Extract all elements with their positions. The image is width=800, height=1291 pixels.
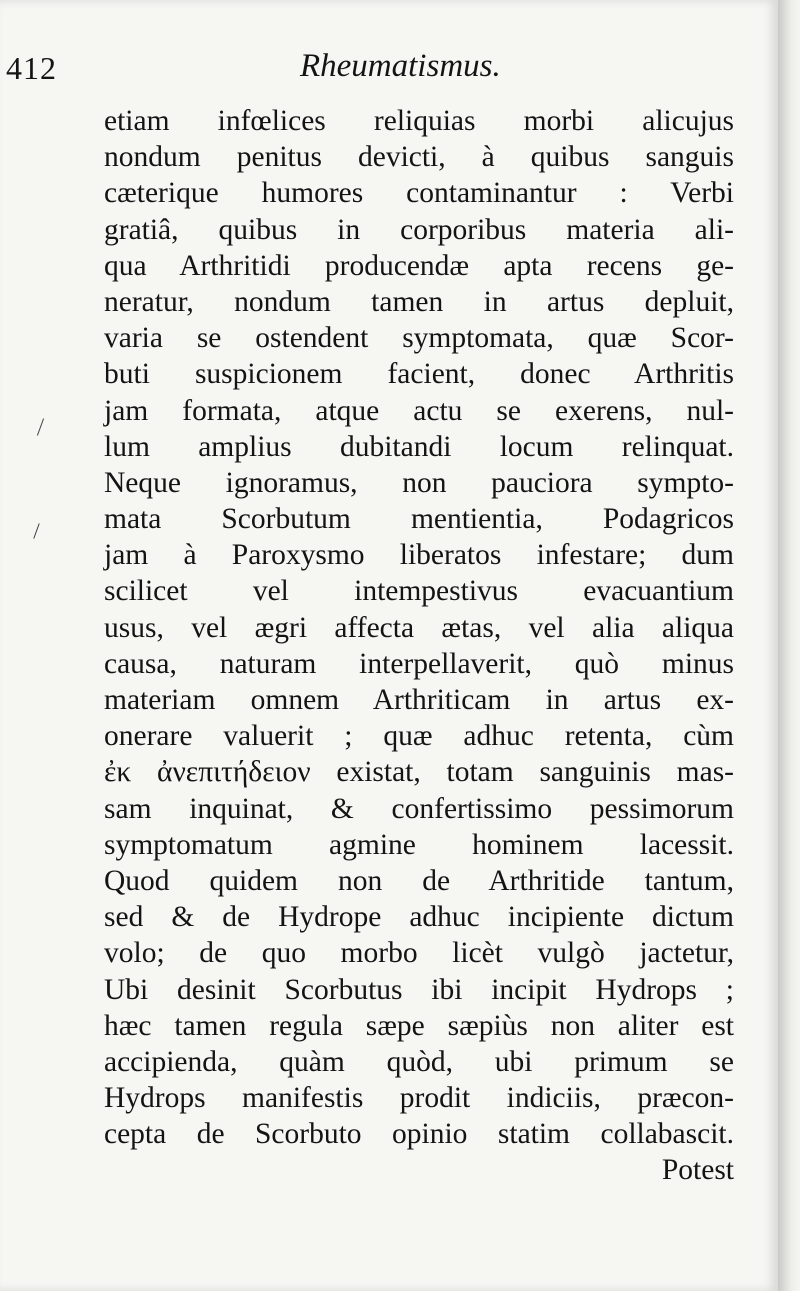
text-line: mata Scorbutum mentientia, Podagricos xyxy=(104,503,734,536)
text-line: symptomatum agmine hominem lacessit. xyxy=(104,828,734,861)
text-line: scilicet vel intempestivus evacuantium xyxy=(104,575,734,608)
text-line: Ubi desinit Scorbutus ibi incipit Hydrops ; xyxy=(104,973,734,1006)
running-title: Rheumatismus. xyxy=(300,48,501,84)
text-line: nondum penitus devicti, à quibus sanguis xyxy=(104,141,734,174)
text-line: Neque ignoramus, non pauciora sympto- xyxy=(104,466,734,499)
text-line: accipienda, quàm quòd, ubi primum se xyxy=(104,1045,734,1078)
text-line: causa, naturam interpellaverit, quò minus xyxy=(104,647,734,680)
text-line: gratiâ, quibus in corporibus materia ali- xyxy=(104,213,734,246)
text-line: lum amplius dubitandi locum relinquat. xyxy=(104,430,734,463)
text-line: Hydrops manifestis prodit indiciis, præcon- xyxy=(104,1082,734,1115)
page-gutter-edge xyxy=(778,0,800,1291)
text-line: jam formata, atque actu se exerens, nul- xyxy=(104,394,734,427)
catchword: Potest xyxy=(661,1154,734,1187)
text-line: Quod quidem non de Arthritide tantum, xyxy=(104,864,734,897)
text-line: hæc tamen regula sæpe sæpiùs non aliter est xyxy=(104,1009,734,1042)
text-line: cæterique humores contaminantur : Verbi xyxy=(104,177,734,210)
body-text xyxy=(104,103,734,1189)
text-line: varia se ostendent symptomata, quæ Scor- xyxy=(104,322,734,355)
text-line: volo; de quo morbo licèt vulgò jactetur, xyxy=(104,937,734,970)
text-line: cepta de Scorbuto opinio statim collabascit. xyxy=(104,1118,734,1151)
text-line: usus, vel ægri affecta ætas, vel alia aliqua xyxy=(104,611,734,644)
text-line: etiam infœlices reliquias morbi alicujus xyxy=(104,105,734,137)
text-line: jam à Paroxysmo liberatos infestare; dum xyxy=(104,539,734,572)
text-line: ἐκ ἀνεπιτήδειον existat, totam sanguinis mas- xyxy=(104,756,734,789)
text-line: sam inquinat, & confertissimo pessimorum xyxy=(104,792,734,825)
text-line: neratur, nondum tamen in artus depluit, xyxy=(104,285,734,318)
text-line: qua Arthritidi producendæ apta recens ge- xyxy=(104,249,734,282)
page-number: 412 xyxy=(6,50,57,86)
text-line: materiam omnem Arthriticam in artus ex- xyxy=(104,684,734,716)
text-line: sed & de Hydrope adhuc incipiente dictum xyxy=(104,901,734,934)
text-line: onerare valuerit ; quæ adhuc retenta, cùm xyxy=(104,720,734,753)
margin-pen-mark xyxy=(33,523,39,538)
text-line: buti suspicionem facient, donec Arthritis xyxy=(104,358,734,391)
margin-pen-mark xyxy=(37,418,44,435)
